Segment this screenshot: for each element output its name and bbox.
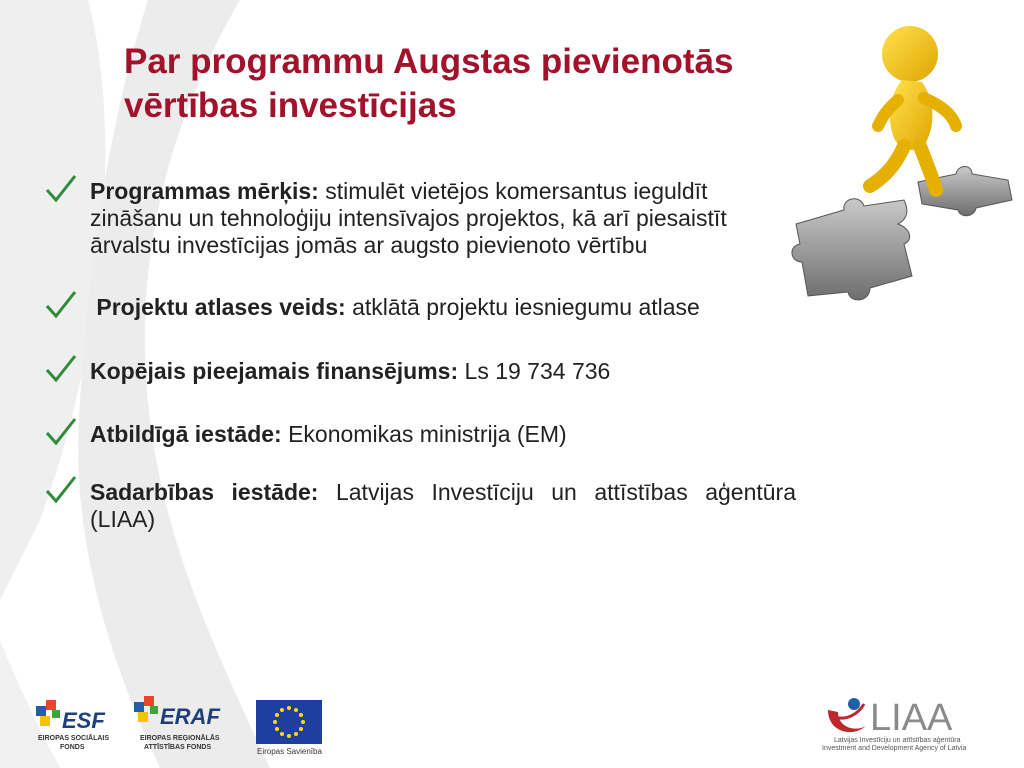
- checkmark-icon: [44, 290, 78, 320]
- liaa-caption-line-2: Investment and Development Agency of Latvia: [822, 745, 967, 752]
- bullet-item-funding: [44, 358, 796, 385]
- eu-flag-logo: [256, 700, 322, 756]
- title-line-2: vērtības investīcijas: [124, 86, 457, 125]
- bullet-item-cooperation: [44, 479, 796, 533]
- checkmark-icon: [44, 475, 78, 505]
- bullet-item-responsible: [44, 421, 796, 448]
- bullet-item-goal: [44, 178, 796, 259]
- bullet-text: Ls 19 734 736: [458, 358, 611, 384]
- eraf-caption-line-2: ATTĪSTĪBAS FONDS: [144, 744, 212, 751]
- checkmark-icon: [44, 354, 78, 384]
- liaa-caption-line-1: Latvijas Investīciju un attīstības aģentūra: [834, 737, 961, 744]
- eraf-logo: [134, 696, 220, 751]
- eraf-caption-line-1: EIROPAS REĢIONĀLĀS: [140, 735, 220, 742]
- eraf-mark: ERAF: [160, 704, 220, 729]
- bullet-label: Kopējais pieejamais finansējums:: [90, 358, 459, 384]
- bullet-text: Latvijas Investīciju un attīstības aģentūra (LIAA): [90, 479, 797, 532]
- bullet-label: Projektu atlases veids:: [90, 294, 346, 320]
- esf-caption-line-2: FONDS: [60, 744, 85, 751]
- esf-caption-line-1: EIROPAS SOCIĀLAIS: [38, 735, 110, 742]
- title-line-1: Par programmu Augstas pievienotās: [124, 42, 734, 81]
- bullet-text: stimulēt vietējos komersantus ieguldīt zināšanu un tehnoloģiju intensīvajos projektos, kā arī piesaistīt ārvalstu investīcijas jomās ar augsto pievienoto vērtību: [90, 178, 727, 258]
- liaa-logo: [822, 697, 966, 752]
- puzzle-figure-illustration: [786, 14, 1018, 314]
- liaa-mark: LIAA: [870, 697, 953, 739]
- bullet-label: Programmas mērķis:: [90, 178, 319, 204]
- eu-caption: Eiropas Savienība: [257, 747, 322, 756]
- bullet-item-selection: [44, 294, 796, 321]
- bullet-label: Atbildīgā iestāde:: [90, 421, 282, 447]
- bullet-text: atklātā projektu iesniegumu atlase: [345, 294, 700, 320]
- footer-logos: [0, 680, 1024, 768]
- esf-mark: ESF: [62, 708, 105, 733]
- checkmark-icon: [44, 417, 78, 447]
- bullet-text: Ekonomikas ministrija (EM): [281, 421, 567, 447]
- checkmark-icon: [44, 174, 78, 204]
- esf-logo: [36, 700, 109, 751]
- bullet-label: Sadarbības iestāde:: [90, 479, 319, 505]
- slide-title: [124, 40, 884, 128]
- bullet-list: [44, 178, 796, 533]
